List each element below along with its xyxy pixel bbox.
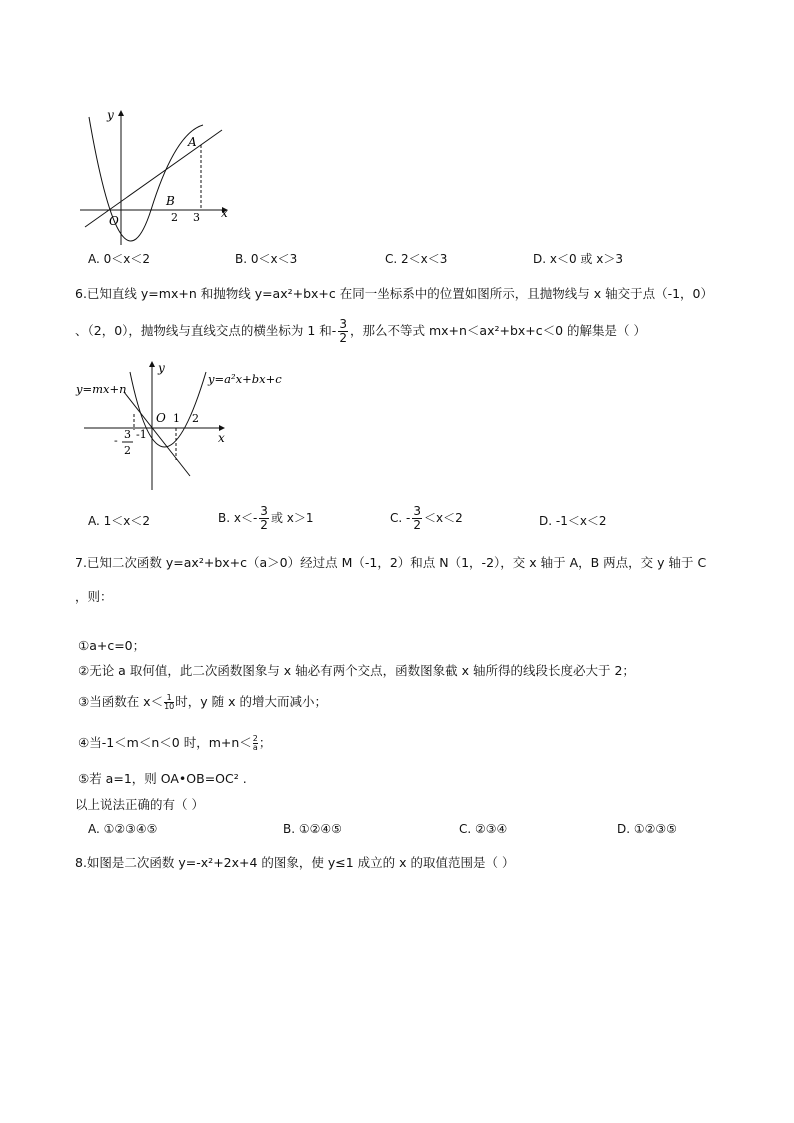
q6-option-d[interactable]: D. -1＜x＜2 [539,514,607,528]
q7-stem-line1: 7.已知二次函数 y=ax²+bx+c（a＞0）经过点 M（-1，2）和点 N（1，-2），交 x 轴于 A，B 两点，交 y 轴于 C [75,555,707,570]
straight-line [85,130,222,227]
q5-option-a[interactable]: A. 0＜x＜2 [88,252,150,266]
option-text: B. x＜- [218,511,258,525]
statement-text: 时，y 随 x 的增大而减小； [175,694,327,709]
line-equation-label: y=mx+n [76,382,127,396]
option-text: ＜x＜2 [423,511,463,525]
fraction-numerator: 2 [252,734,258,743]
x-axis-label: x [221,206,228,220]
tick-neg1-label: -1 [136,428,147,441]
fraction-numerator: 3 [413,504,421,518]
q7-prompt: 以上说法正确的有（ ） [75,797,204,812]
option-text: C. - [390,511,411,525]
q7-option-b[interactable]: B. ①②④⑤ [283,822,342,836]
fraction-numerator: 3 [339,317,347,331]
option-text: 或 x＞1 [270,511,314,525]
statement-text: ； [258,735,272,750]
q7-statement-4 [78,735,271,752]
option-fraction [259,505,269,532]
origin-label: O [156,411,166,425]
tick-2-label: 2 [171,211,178,224]
q7-statement-3 [78,694,327,711]
q7-option-a[interactable]: A. ①②③④⑤ [88,822,158,836]
parabola [89,117,203,241]
straight-line [124,392,190,476]
q7-statement-5: ⑤若 a=1，则 OA•OB=OC² . [78,771,247,786]
parabola-equation-label: y=a²x+bx+c [208,372,282,386]
q6-figure [72,358,302,498]
q5-figure [75,105,235,245]
fraction-numerator: 1 [164,694,174,703]
q6-stem-part1: 、（2，0），抛物线与直线交点的横坐标为 1 和- [75,323,337,338]
q5-option-c[interactable]: C. 2＜x＜3 [385,252,448,266]
q7-stem-line2: ，则： [75,589,113,604]
fraction-denominator: a [252,743,258,752]
tick-2-label: 2 [192,412,199,425]
q7-option-d[interactable]: D. ①②③⑤ [617,822,677,836]
q8-stem: 8.如图是二次函数 y=-x²+2x+4 的图象，使 y≤1 成立的 x 的取值范围是（ ） [75,855,515,870]
fraction-numerator: 3 [260,504,268,518]
fraction-denominator: 2 [339,331,347,345]
statement-text: ④当-1＜m＜n＜0 时，m+n＜ [78,735,252,750]
q6-option-b[interactable] [218,505,314,532]
fraction-denominator: 2 [260,518,268,532]
y-axis-label: y [158,361,165,375]
statement-text: ③当函数在 x＜ [78,694,164,709]
q6-option-c[interactable] [390,505,463,532]
tick-3-label: 3 [193,211,200,224]
fraction-denominator: 2 [413,518,421,532]
q6-stem-fraction [338,318,348,345]
y-axis-label: y [107,108,114,122]
q6-stem-line1: 6.已知直线 y=mx+n 和抛物线 y=ax²+bx+c 在同一坐标系中的位置如图所示，且抛物线与 x 轴交于点（-1，0） [75,286,714,301]
point-a-label: A [188,135,197,149]
origin-label: O [109,214,119,228]
tick-frac-denominator: 2 [124,444,131,457]
q6-stem-part2: ，那么不等式 mx+n＜ax²+bx+c＜0 的解集是（ ） [349,323,647,338]
tick-frac-numerator: 3 [124,428,131,441]
q6-option-a[interactable]: A. 1＜x＜2 [88,514,150,528]
q5-option-b[interactable]: B. 0＜x＜3 [235,252,298,266]
tick-neg-sign: - [114,434,118,447]
statement-fraction [253,735,258,752]
fraction-denominator: 10 [164,702,175,711]
q6-stem-line2 [75,318,646,345]
statement-fraction [164,694,174,711]
q7-statement-1: ①a+c=0； [78,638,146,653]
q5-option-d[interactable]: D. x＜0 或 x＞3 [533,252,623,266]
option-fraction [412,505,422,532]
x-axis-label: x [218,431,225,445]
tick-1-label: 1 [173,412,180,425]
q7-statement-2: ②无论 a 取何值，此二次函数图象与 x 轴必有两个交点，函数图象截 x 轴所得的线段长度必大于 2； [78,663,635,678]
q7-option-c[interactable]: C. ②③④ [459,822,508,836]
point-b-label: B [166,194,175,208]
